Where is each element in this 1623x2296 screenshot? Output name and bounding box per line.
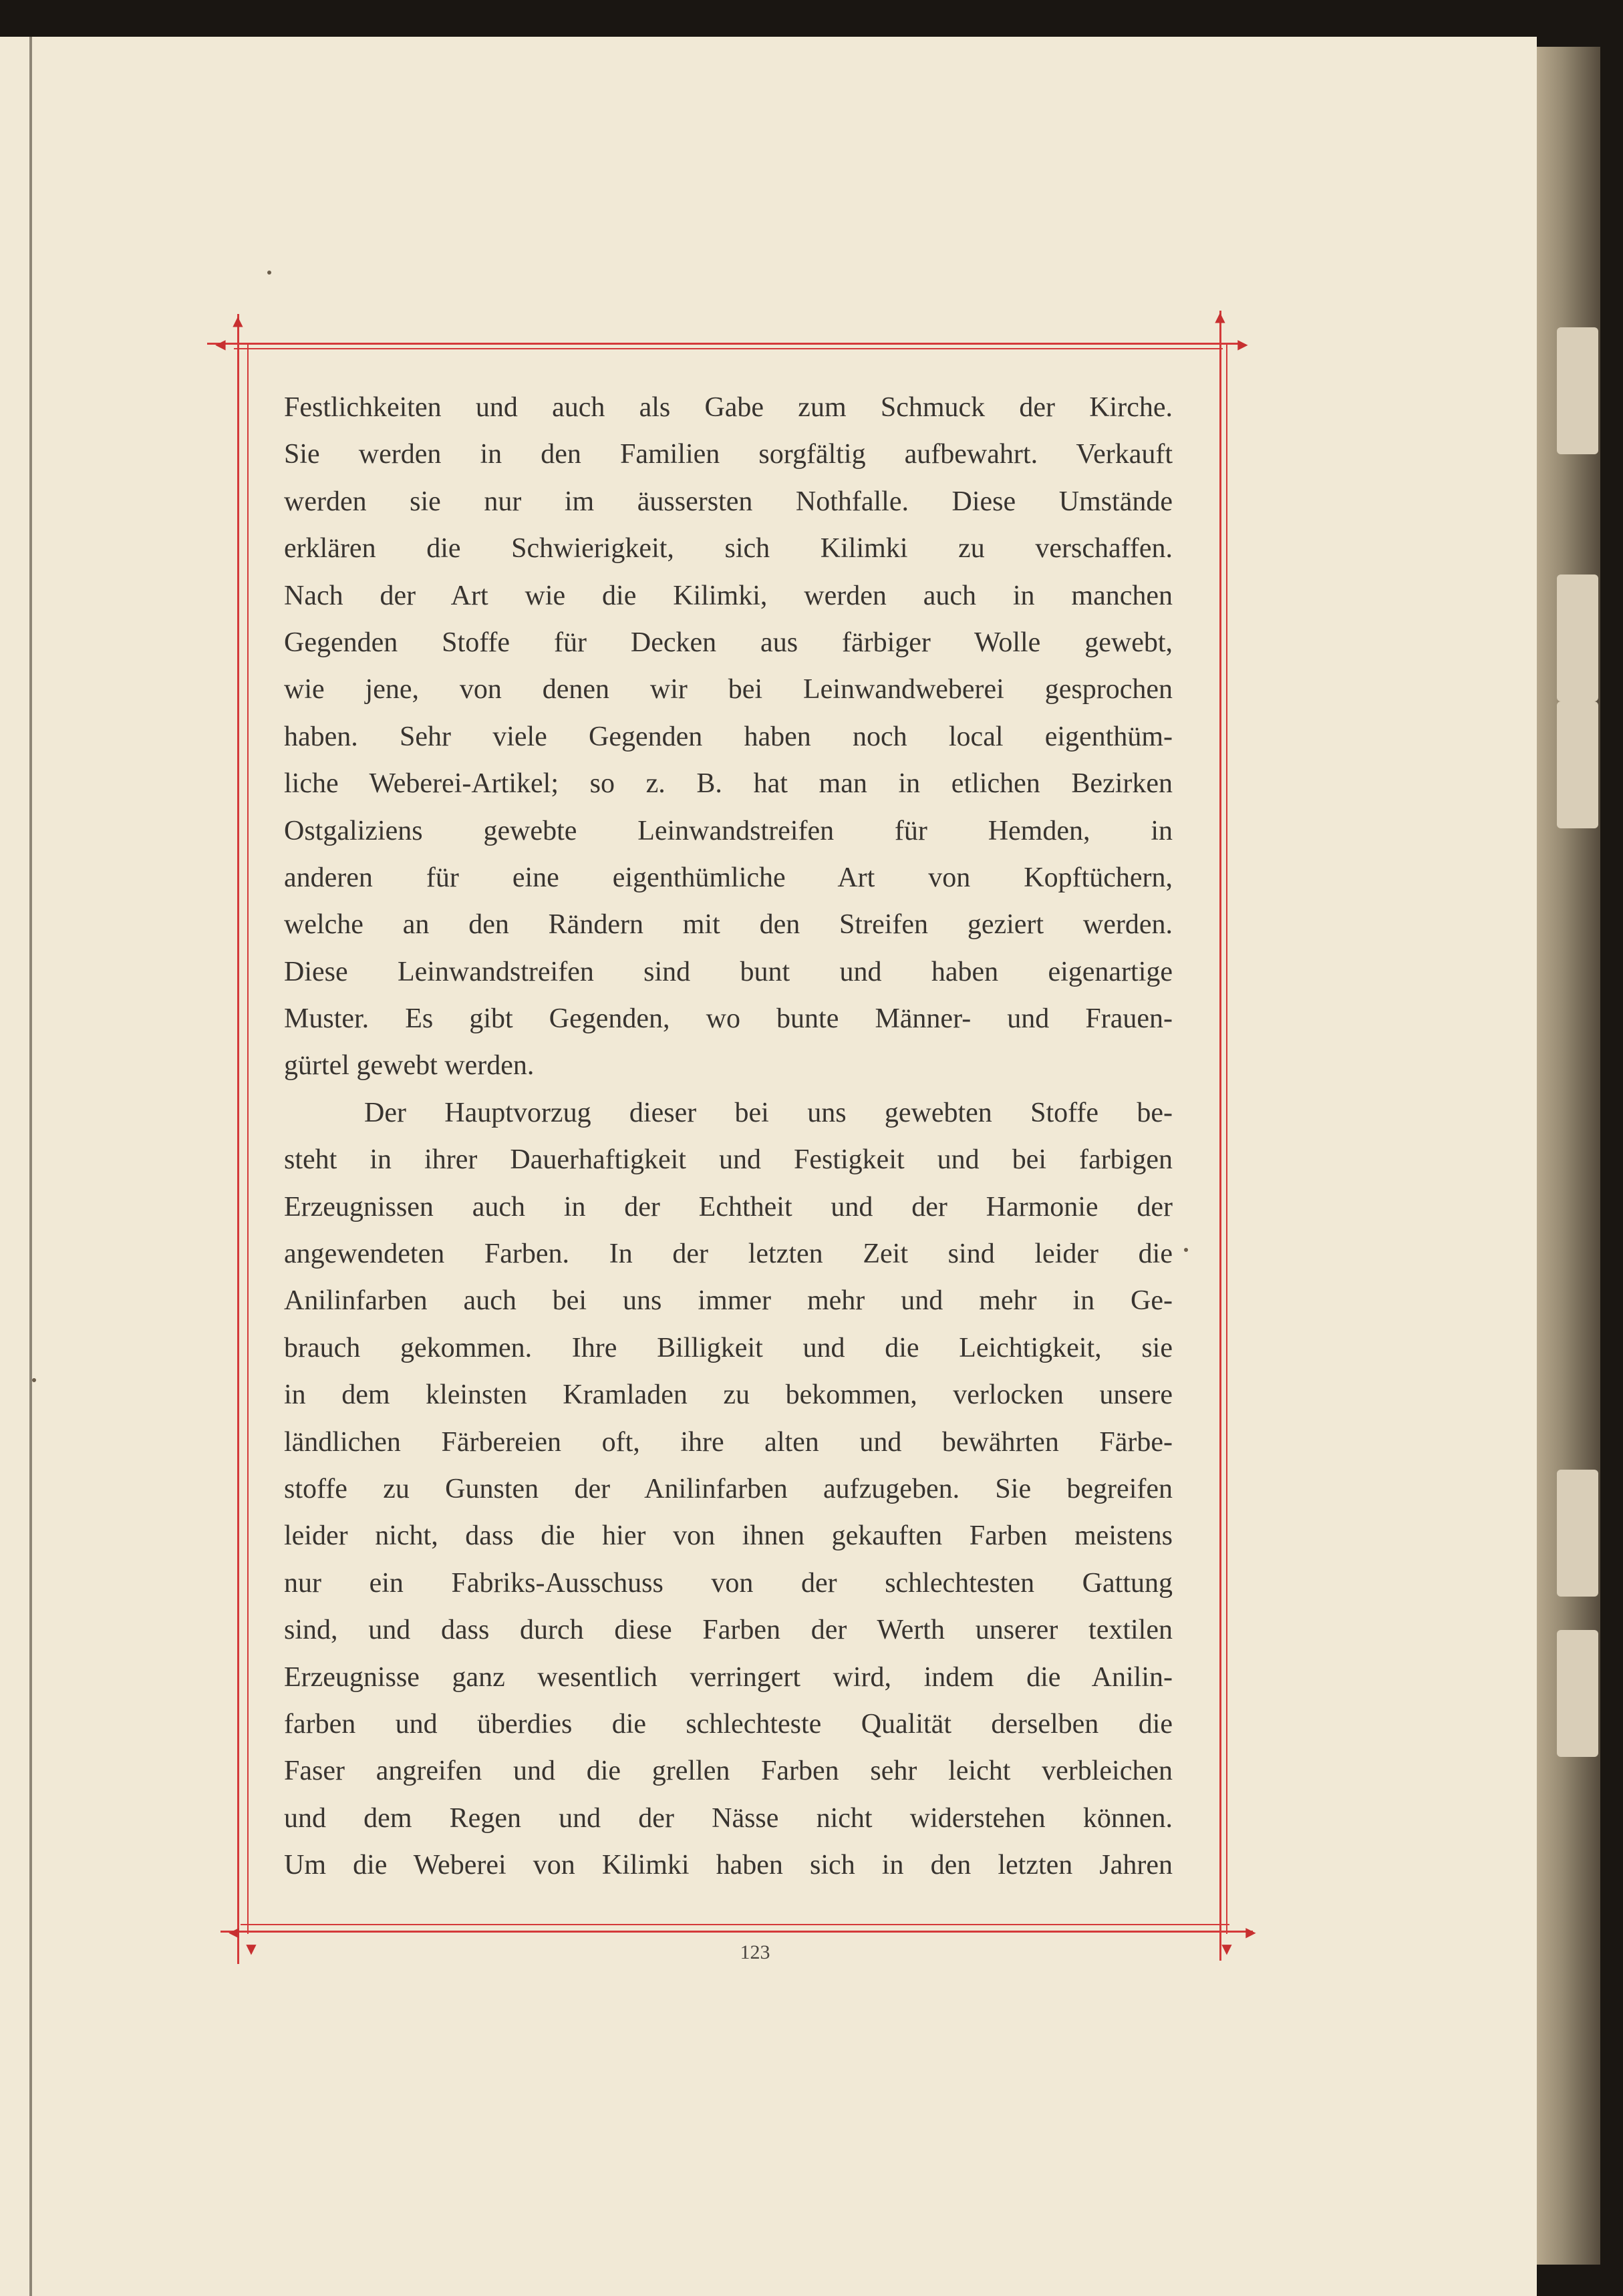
- text-line: und dem Regen und der Nässe nicht widerstehen können.: [284, 1802, 1173, 1834]
- text-line: Faser angreifen und die grellen Farben sehr leicht verbleichen: [284, 1756, 1173, 1787]
- page-tab: [1557, 701, 1598, 828]
- page-tab: [1557, 1470, 1598, 1597]
- text-line: wie jene, von denen wir bei Leinwandweberei gesprochen: [284, 674, 1173, 705]
- text-line: brauch gekommen. Ihre Billigkeit und die Leichtigkeit, sie: [284, 1332, 1173, 1363]
- frame-ornament-icon: ◀: [215, 336, 226, 352]
- page-number: 123: [740, 1941, 770, 1963]
- frame-left-inner: [247, 344, 249, 1934]
- frame-ornament-icon: ◀: [229, 1924, 239, 1940]
- frame-bottom-outer: [220, 1931, 1253, 1933]
- page-tab: [1557, 575, 1598, 701]
- text-line: steht in ihrer Dauerhaftigkeit und Festigkeit und bei farbigen: [284, 1144, 1173, 1176]
- frame-ornament-icon: ▶: [1245, 1924, 1256, 1940]
- text-line: Erzeugnissen auch in der Echtheit und der Harmonie der: [284, 1191, 1173, 1222]
- paper-speck: [267, 271, 271, 275]
- text-line: Der Hauptvorzug dieser bei uns gewebten Stoffe be-: [364, 1097, 1173, 1128]
- text-line: Ostgaliziens gewebte Leinwandstreifen für Hemden, in: [284, 815, 1173, 846]
- frame-ornament-icon: ▲: [233, 313, 243, 329]
- text-line: nur ein Fabriks-Ausschuss von der schlechtesten Gattung: [284, 1567, 1173, 1599]
- frame-bottom-inner: [241, 1924, 1229, 1925]
- text-line: werden sie nur im äussersten Nothfalle. Diese Umstände: [284, 486, 1173, 517]
- binding-edge: [29, 37, 32, 2296]
- text-line: stoffe zu Gunsten der Anilinfarben aufzugeben. Sie begreifen: [284, 1473, 1173, 1504]
- frame-top-inner: [234, 348, 1223, 349]
- text-line: anderen für eine eigenthümliche Art von Kopftüchern,: [284, 862, 1173, 893]
- frame-ornament-icon: ▼: [1221, 1941, 1232, 1957]
- text-line: farben und überdies die schlechteste Qualität derselben die: [284, 1708, 1173, 1740]
- paper-speck: [1184, 1248, 1188, 1252]
- text-line: sind, und dass durch diese Farben der Werth unserer textilen: [284, 1615, 1173, 1646]
- text-line: Festlichkeiten und auch als Gabe zum Schmuck der Kirche.: [284, 392, 1173, 423]
- text-line: ländlichen Färbereien oft, ihre alten und bewährten Färbe-: [284, 1426, 1173, 1458]
- text-line: Gegenden Stoffe für Decken aus färbiger Wolle gewebt,: [284, 627, 1173, 658]
- text-line: Anilinfarben auch bei uns immer mehr und mehr in Ge-: [284, 1285, 1173, 1317]
- text-line: haben. Sehr viele Gegenden haben noch local eigenthüm-: [284, 721, 1173, 752]
- paper-speck: [32, 1378, 36, 1382]
- page-tab: [1557, 327, 1598, 454]
- frame-right-outer: [1219, 311, 1221, 1961]
- frame-ornament-icon: ▼: [246, 1941, 257, 1957]
- text-line: gürtel gewebt werden.: [284, 1050, 535, 1082]
- text-line: liche Weberei-Artikel; so z. B. hat man in etlichen Bezirken: [284, 768, 1173, 800]
- text-line: Sie werden in den Familien sorgfältig aufbewahrt. Verkauft: [284, 439, 1173, 470]
- text-line: welche an den Rändern mit den Streifen geziert werden.: [284, 909, 1173, 941]
- text-line: Um die Weberei von Kilimki haben sich in den letzten Jahren: [284, 1850, 1173, 1881]
- text-line: leider nicht, dass die hier von ihnen gekauften Farben meistens: [284, 1520, 1173, 1552]
- frame-top-outer: [207, 343, 1239, 345]
- text-line: Nach der Art wie die Kilimki, werden auch in manchen: [284, 580, 1173, 611]
- text-line: Muster. Es gibt Gegenden, wo bunte Männer- und Frauen-: [284, 1003, 1173, 1035]
- frame-ornament-icon: ▶: [1237, 336, 1248, 352]
- text-line: erklären die Schwierigkeit, sich Kilimki zu verschaffen.: [284, 533, 1173, 564]
- frame-right-inner: [1226, 344, 1227, 1934]
- body-text: [284, 384, 1173, 1889]
- frame-ornament-icon: ▲: [1215, 309, 1225, 325]
- text-line: Diese Leinwandstreifen sind bunt und haben eigenartige: [284, 956, 1173, 987]
- text-line: Erzeugnisse ganz wesentlich verringert wird, indem die Anilin-: [284, 1661, 1173, 1693]
- text-line: in dem kleinsten Kramladen zu bekommen, verlocken unsere: [284, 1379, 1173, 1411]
- frame-left-outer: [237, 314, 239, 1964]
- page-tab: [1557, 1630, 1598, 1757]
- text-line: angewendeten Farben. In der letzten Zeit sind leider die: [284, 1239, 1173, 1270]
